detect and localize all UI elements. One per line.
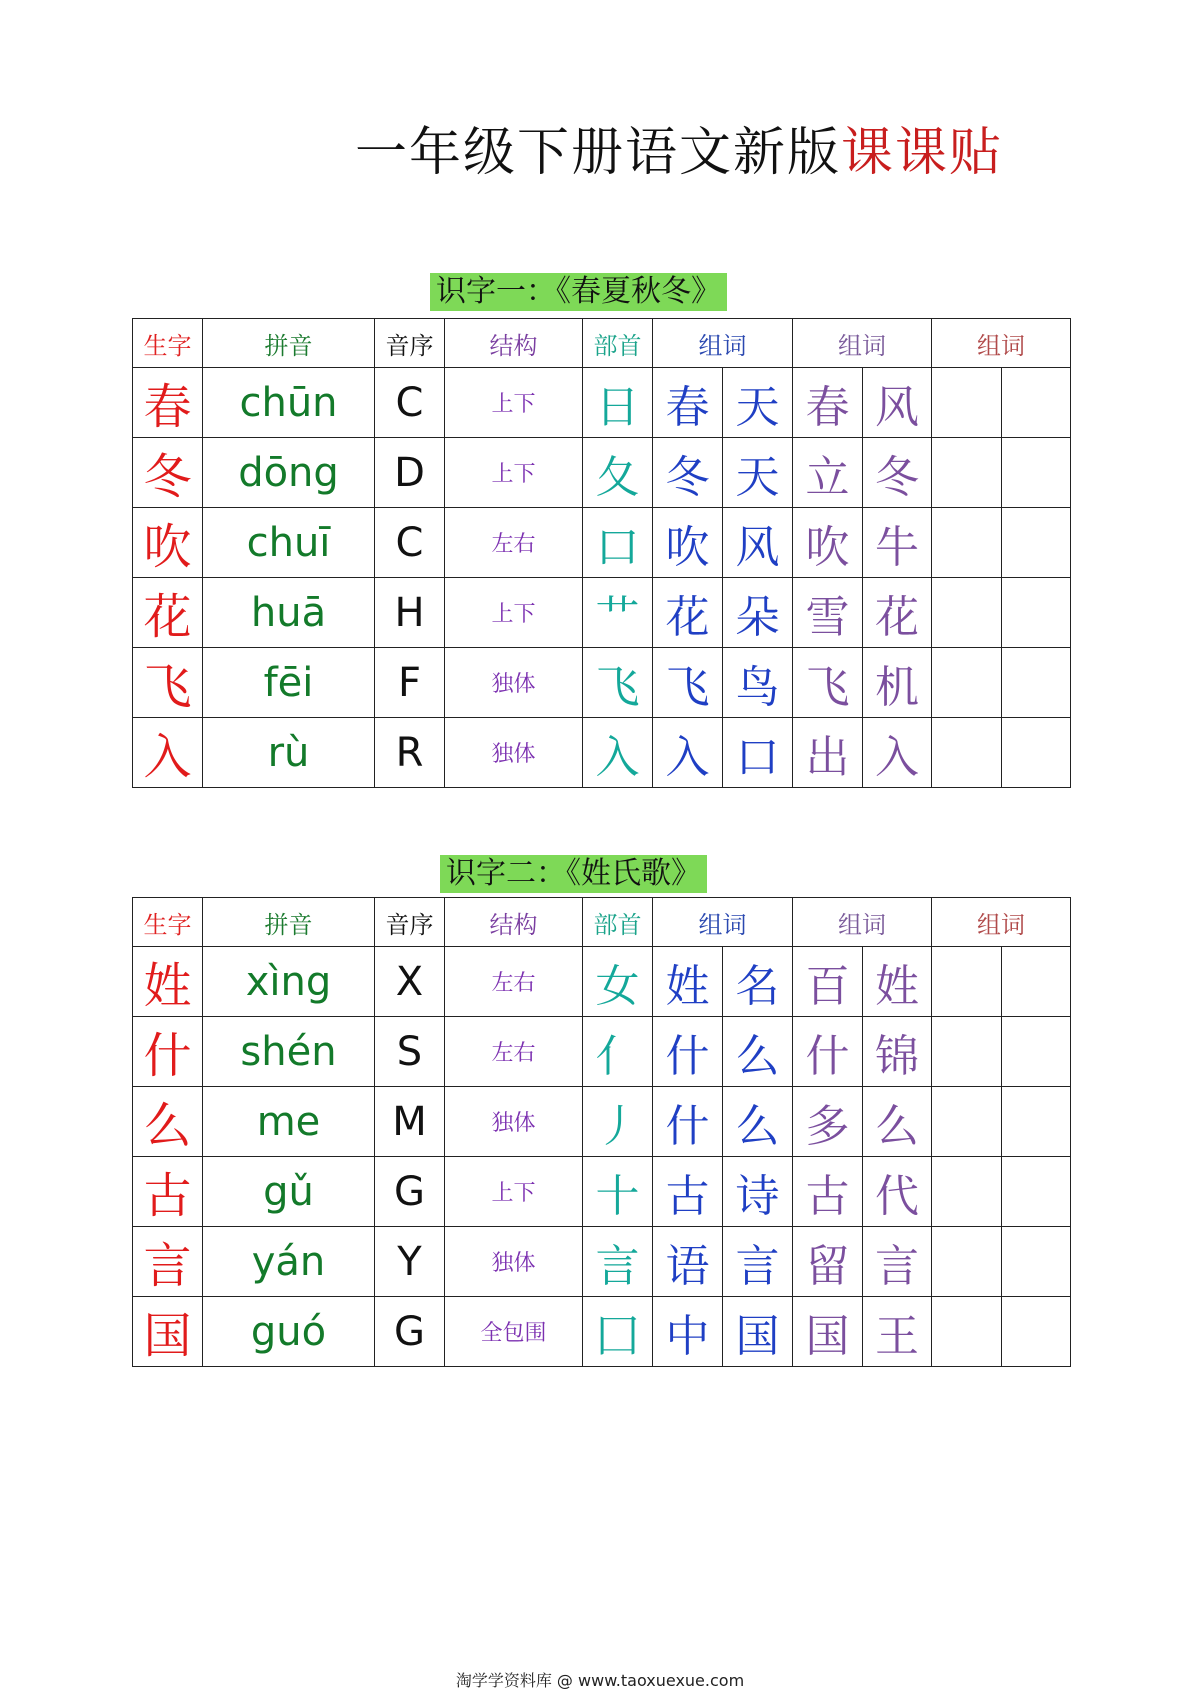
- header-pinyin: 拼音: [203, 898, 375, 947]
- cell-zuci-3a: [932, 578, 1002, 648]
- header-bushou: 部首: [583, 898, 653, 947]
- cell-jiegou: 左右: [445, 947, 583, 1017]
- header-zuci-3: 组词: [932, 319, 1071, 368]
- cell-zuci-2b: 言: [863, 1227, 932, 1297]
- cell-jiegou: 左右: [445, 508, 583, 578]
- cell-jiegou: 独体: [445, 718, 583, 788]
- cell-pinyin: rù: [203, 718, 375, 788]
- cell-zuci-2b: 锦: [863, 1017, 932, 1087]
- header-zuci-2: 组词: [793, 898, 932, 947]
- cell-zuci-1a: 语: [653, 1227, 723, 1297]
- cell-pinyin: me: [203, 1087, 375, 1157]
- cell-shengzi: 入: [133, 718, 203, 788]
- cell-bushou: 口: [583, 508, 653, 578]
- cell-jiegou: 上下: [445, 578, 583, 648]
- cell-jiegou: 全包围: [445, 1297, 583, 1367]
- cell-zuci-1b: 么: [723, 1017, 793, 1087]
- cell-jiegou: 独体: [445, 1087, 583, 1157]
- table-header-row: [133, 898, 1071, 947]
- cell-zuci-1a: 春: [653, 368, 723, 438]
- cell-shengzi: 姓: [133, 947, 203, 1017]
- cell-jiegou: 上下: [445, 438, 583, 508]
- cell-zuci-3b: [1002, 1017, 1071, 1087]
- cell-zuci-3b: [1002, 947, 1071, 1017]
- cell-zuci-2a: 留: [793, 1227, 863, 1297]
- header-pinyin: 拼音: [203, 319, 375, 368]
- cell-zuci-3b: [1002, 1087, 1071, 1157]
- cell-shengzi: 飞: [133, 648, 203, 718]
- cell-jiegou: 独体: [445, 1227, 583, 1297]
- cell-zuci-3a: [932, 1087, 1002, 1157]
- cell-zuci-2b: 冬: [863, 438, 932, 508]
- cell-yinxu: G: [375, 1157, 445, 1227]
- cell-jiegou: 上下: [445, 368, 583, 438]
- cell-zuci-3b: [1002, 1297, 1071, 1367]
- cell-zuci-3a: [932, 508, 1002, 578]
- cell-jiegou: 左右: [445, 1017, 583, 1087]
- cell-pinyin: dōng: [203, 438, 375, 508]
- table-body: [133, 947, 1071, 1367]
- table-row: [133, 438, 1071, 508]
- cell-bushou: 日: [583, 368, 653, 438]
- table-row: [133, 508, 1071, 578]
- cell-zuci-2a: 什: [793, 1017, 863, 1087]
- cell-zuci-3a: [932, 1157, 1002, 1227]
- cell-zuci-1a: 入: [653, 718, 723, 788]
- cell-zuci-3b: [1002, 1157, 1071, 1227]
- cell-zuci-2b: 机: [863, 648, 932, 718]
- header-bushou: 部首: [583, 319, 653, 368]
- cell-bushou: 夂: [583, 438, 653, 508]
- cell-shengzi: 吹: [133, 508, 203, 578]
- cell-pinyin: xìng: [203, 947, 375, 1017]
- cell-yinxu: Y: [375, 1227, 445, 1297]
- cell-zuci-1a: 什: [653, 1087, 723, 1157]
- cell-zuci-1b: 风: [723, 508, 793, 578]
- cell-jiegou: 上下: [445, 1157, 583, 1227]
- cell-zuci-3b: [1002, 1227, 1071, 1297]
- cell-zuci-2a: 出: [793, 718, 863, 788]
- cell-bushou: 亻: [583, 1017, 653, 1087]
- cell-zuci-2a: 雪: [793, 578, 863, 648]
- cell-pinyin: chuī: [203, 508, 375, 578]
- character-table-1: [132, 318, 1071, 788]
- cell-zuci-3b: [1002, 578, 1071, 648]
- cell-zuci-2a: 立: [793, 438, 863, 508]
- cell-zuci-1b: 天: [723, 438, 793, 508]
- cell-zuci-2a: 古: [793, 1157, 863, 1227]
- cell-zuci-2b: 么: [863, 1087, 932, 1157]
- cell-bushou: 飞: [583, 648, 653, 718]
- cell-yinxu: M: [375, 1087, 445, 1157]
- cell-zuci-2a: 春: [793, 368, 863, 438]
- cell-zuci-3a: [932, 1017, 1002, 1087]
- cell-yinxu: H: [375, 578, 445, 648]
- title-accent: 课课贴: [841, 123, 1004, 183]
- section-label-1: 识字一：《春夏秋冬》: [430, 273, 727, 311]
- cell-bushou: 言: [583, 1227, 653, 1297]
- header-shengzi: 生字: [133, 319, 203, 368]
- cell-shengzi: 什: [133, 1017, 203, 1087]
- cell-zuci-2a: 飞: [793, 648, 863, 718]
- cell-pinyin: guó: [203, 1297, 375, 1367]
- cell-zuci-2b: 王: [863, 1297, 932, 1367]
- header-zuci-2: 组词: [793, 319, 932, 368]
- cell-yinxu: S: [375, 1017, 445, 1087]
- table-row: [133, 947, 1071, 1017]
- cell-zuci-2a: 多: [793, 1087, 863, 1157]
- cell-zuci-1a: 什: [653, 1017, 723, 1087]
- cell-yinxu: X: [375, 947, 445, 1017]
- cell-zuci-2b: 代: [863, 1157, 932, 1227]
- cell-shengzi: 言: [133, 1227, 203, 1297]
- cell-zuci-3b: [1002, 508, 1071, 578]
- cell-zuci-1b: 名: [723, 947, 793, 1017]
- cell-pinyin: yán: [203, 1227, 375, 1297]
- cell-pinyin: gǔ: [203, 1157, 375, 1227]
- table-row: [133, 578, 1071, 648]
- table-row: [133, 648, 1071, 718]
- cell-shengzi: 冬: [133, 438, 203, 508]
- header-zuci-1: 组词: [653, 898, 793, 947]
- cell-zuci-3a: [932, 718, 1002, 788]
- cell-zuci-3a: [932, 1227, 1002, 1297]
- cell-yinxu: G: [375, 1297, 445, 1367]
- cell-yinxu: F: [375, 648, 445, 718]
- cell-zuci-3b: [1002, 718, 1071, 788]
- cell-zuci-2a: 国: [793, 1297, 863, 1367]
- cell-zuci-2b: 花: [863, 578, 932, 648]
- table-row: [133, 1157, 1071, 1227]
- cell-shengzi: 国: [133, 1297, 203, 1367]
- title-main: 一年级下册语文新版: [355, 123, 842, 183]
- cell-zuci-2a: 百: [793, 947, 863, 1017]
- cell-zuci-1a: 古: [653, 1157, 723, 1227]
- header-yinxu: 音序: [375, 898, 445, 947]
- table-row: [133, 1297, 1071, 1367]
- cell-zuci-3b: [1002, 368, 1071, 438]
- cell-zuci-3a: [932, 648, 1002, 718]
- cell-zuci-3b: [1002, 438, 1071, 508]
- cell-pinyin: shén: [203, 1017, 375, 1087]
- cell-zuci-1b: 口: [723, 718, 793, 788]
- table-row: [133, 1087, 1071, 1157]
- cell-zuci-1a: 花: [653, 578, 723, 648]
- cell-bushou: 丿: [583, 1087, 653, 1157]
- cell-yinxu: C: [375, 508, 445, 578]
- cell-shengzi: 么: [133, 1087, 203, 1157]
- cell-zuci-3a: [932, 368, 1002, 438]
- cell-yinxu: C: [375, 368, 445, 438]
- header-zuci-1: 组词: [653, 319, 793, 368]
- cell-zuci-3a: [932, 1297, 1002, 1367]
- cell-zuci-1a: 姓: [653, 947, 723, 1017]
- cell-pinyin: chūn: [203, 368, 375, 438]
- cell-zuci-1b: 鸟: [723, 648, 793, 718]
- cell-zuci-3a: [932, 438, 1002, 508]
- cell-zuci-1a: 冬: [653, 438, 723, 508]
- header-shengzi: 生字: [133, 898, 203, 947]
- cell-zuci-2a: 吹: [793, 508, 863, 578]
- header-jiegou: 结构: [445, 319, 583, 368]
- cell-bushou: 十: [583, 1157, 653, 1227]
- cell-bushou: 囗: [583, 1297, 653, 1367]
- table-row: [133, 368, 1071, 438]
- cell-shengzi: 春: [133, 368, 203, 438]
- cell-zuci-1a: 中: [653, 1297, 723, 1367]
- cell-pinyin: huā: [203, 578, 375, 648]
- header-jiegou: 结构: [445, 898, 583, 947]
- cell-zuci-1b: 朵: [723, 578, 793, 648]
- character-table-2: [132, 897, 1071, 1367]
- table-row: [133, 718, 1071, 788]
- cell-bushou: 艹: [583, 578, 653, 648]
- cell-yinxu: R: [375, 718, 445, 788]
- cell-zuci-1b: 国: [723, 1297, 793, 1367]
- cell-pinyin: fēi: [203, 648, 375, 718]
- cell-zuci-2b: 风: [863, 368, 932, 438]
- footer-watermark: 淘学学资料库 @ www.taoxuexue.com: [455, 1671, 745, 1690]
- cell-zuci-1b: 天: [723, 368, 793, 438]
- cell-bushou: 入: [583, 718, 653, 788]
- cell-zuci-1a: 吹: [653, 508, 723, 578]
- cell-zuci-1b: 诗: [723, 1157, 793, 1227]
- cell-bushou: 女: [583, 947, 653, 1017]
- table-body: [133, 368, 1071, 788]
- cell-zuci-2b: 牛: [863, 508, 932, 578]
- header-yinxu: 音序: [375, 319, 445, 368]
- cell-shengzi: 花: [133, 578, 203, 648]
- cell-zuci-3b: [1002, 648, 1071, 718]
- cell-zuci-1a: 飞: [653, 648, 723, 718]
- page-title: [355, 118, 1075, 188]
- cell-jiegou: 独体: [445, 648, 583, 718]
- section-label-2: 识字二：《姓氏歌》: [440, 855, 707, 893]
- cell-zuci-3a: [932, 947, 1002, 1017]
- table-row: [133, 1017, 1071, 1087]
- header-zuci-3: 组词: [932, 898, 1071, 947]
- cell-zuci-2b: 姓: [863, 947, 932, 1017]
- cell-zuci-2b: 入: [863, 718, 932, 788]
- cell-yinxu: D: [375, 438, 445, 508]
- cell-zuci-1b: 么: [723, 1087, 793, 1157]
- table-row: [133, 1227, 1071, 1297]
- table-header-row: [133, 319, 1071, 368]
- cell-shengzi: 古: [133, 1157, 203, 1227]
- cell-zuci-1b: 言: [723, 1227, 793, 1297]
